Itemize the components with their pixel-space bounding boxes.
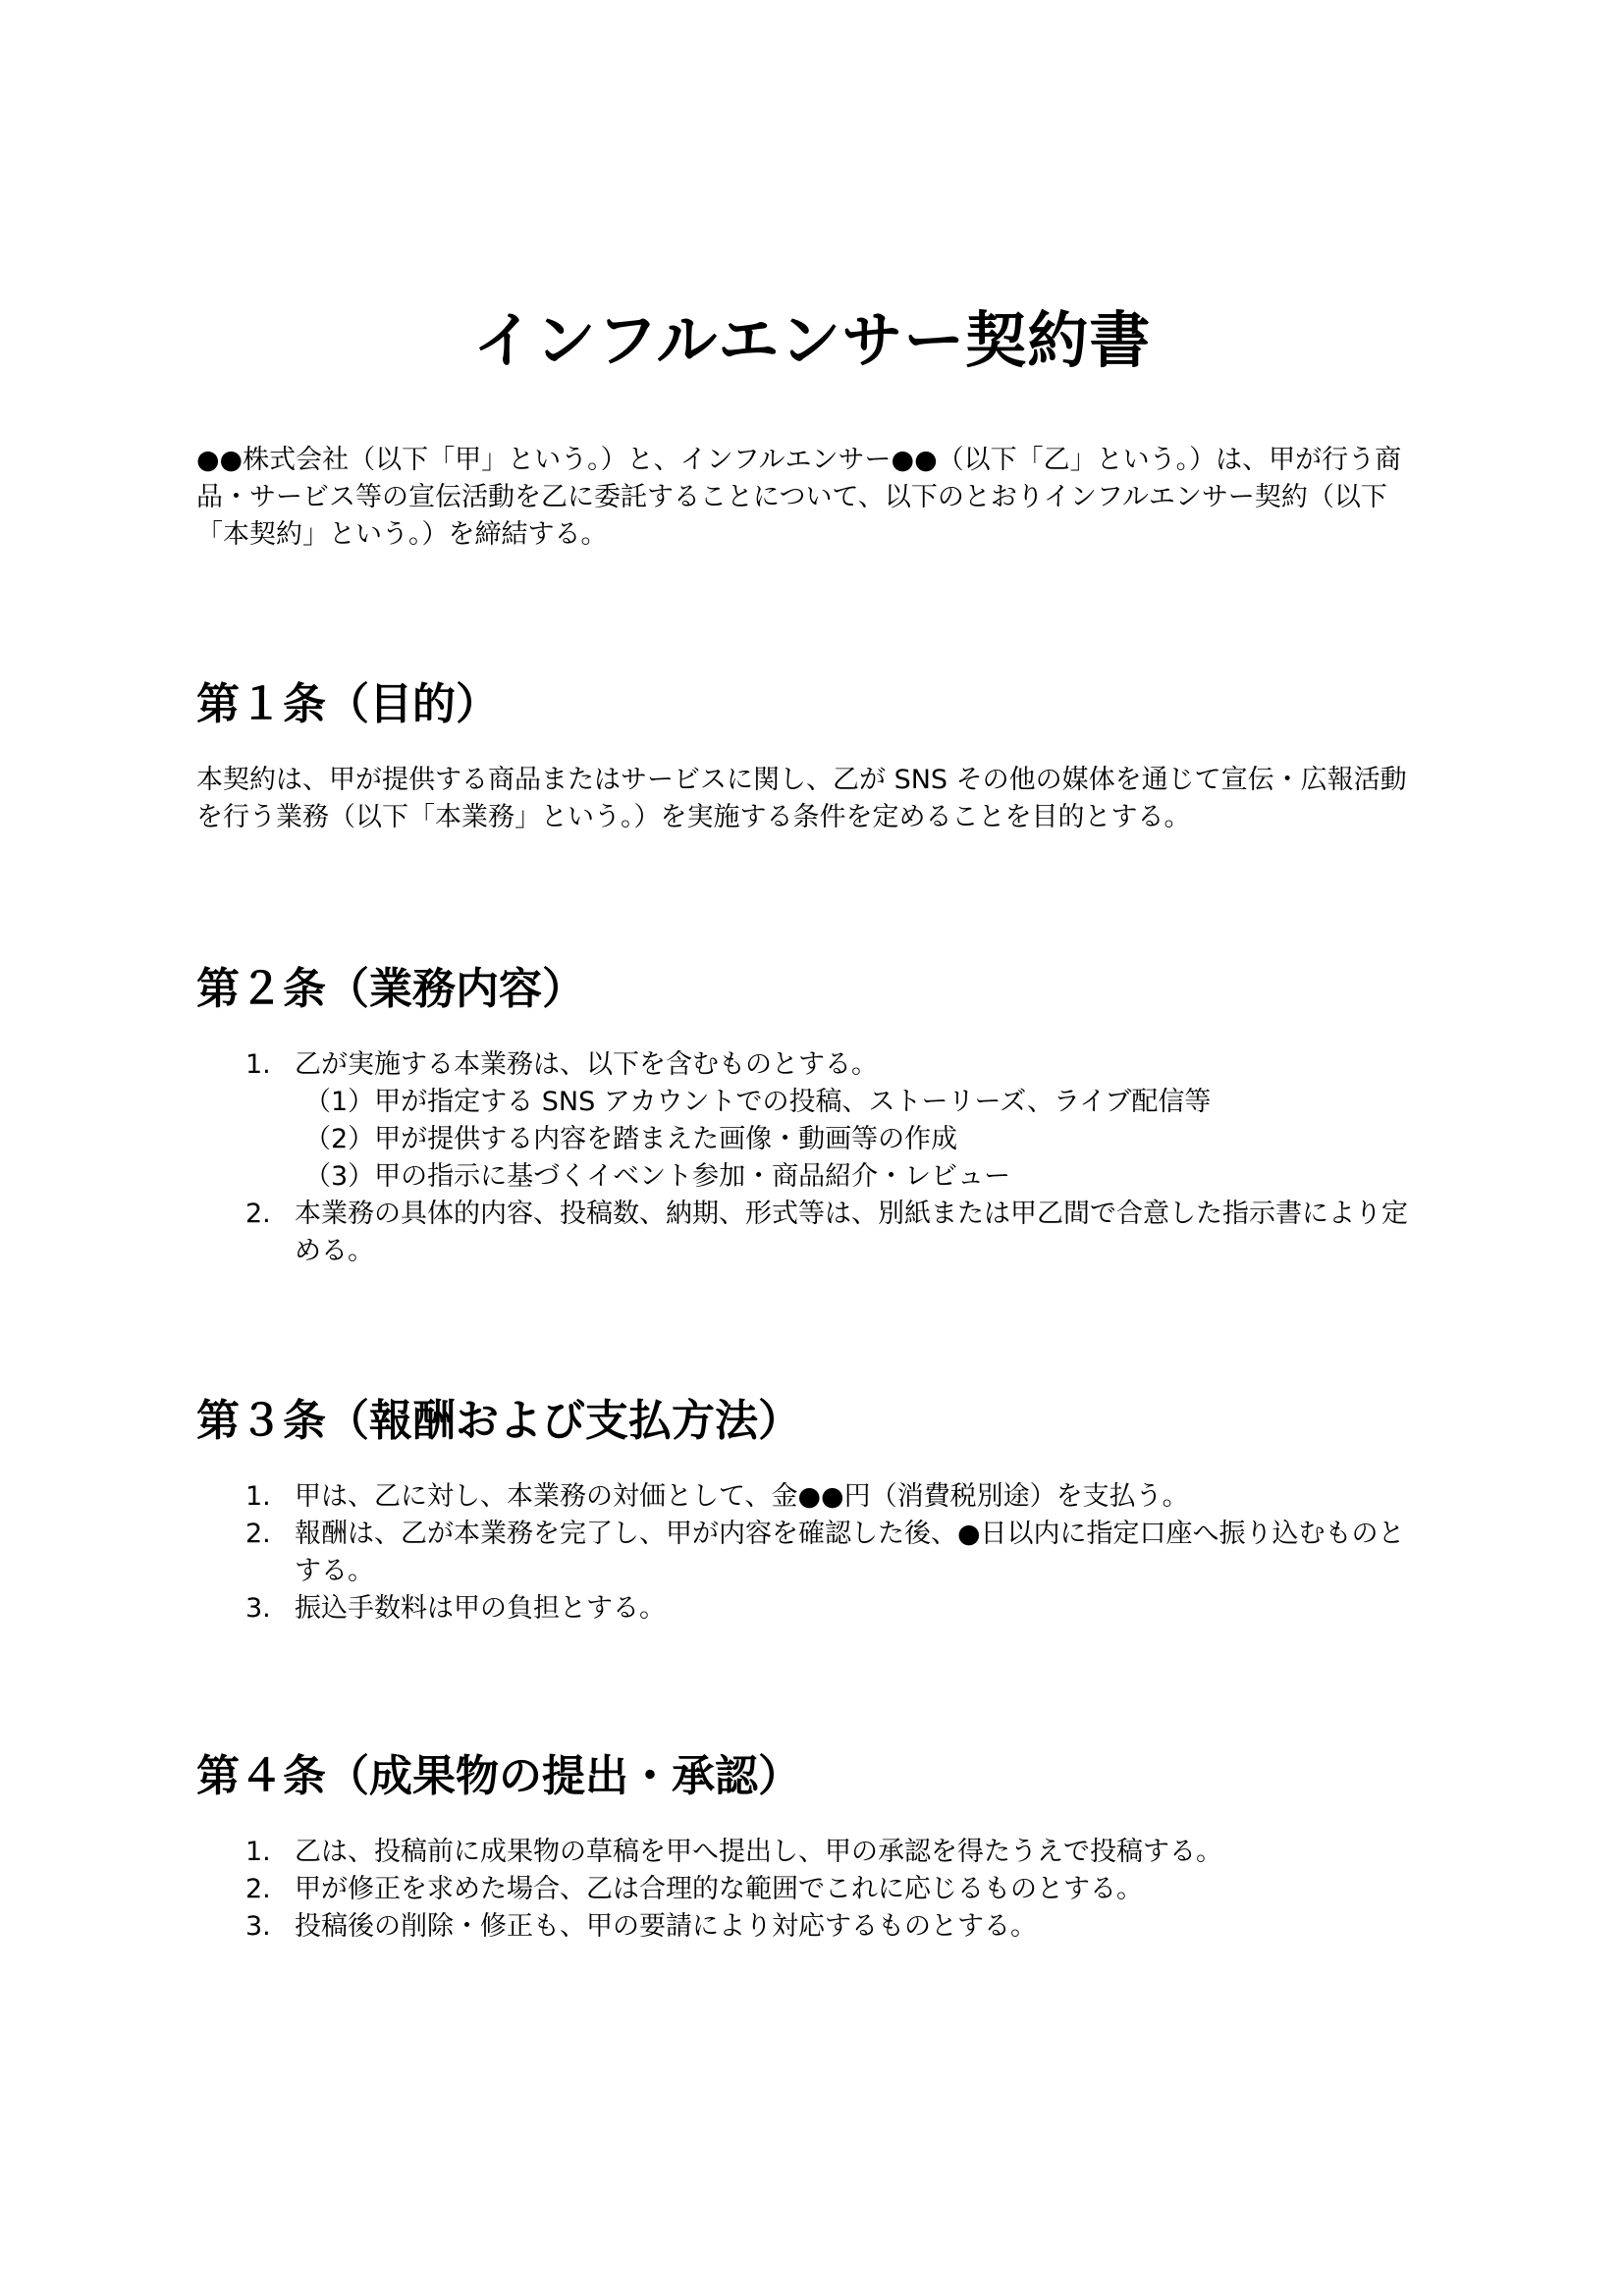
list-item-number: 2. [245, 1874, 271, 1904]
list-item-text: 投稿後の削除・修正も、甲の要請により対応するものとする。 [295, 1911, 1037, 1942]
list-item-text: 報酬は、乙が本業務を完了し、甲が内容を確認した後、●日以内に指定口座へ振り込むものとする。 [295, 1519, 1405, 1586]
list-item [196, 1908, 1424, 1946]
list-item-text: 振込手数料は甲の負担とする。 [295, 1593, 666, 1624]
list-item-number: 1. [245, 1837, 271, 1867]
article-heading: 第４条（成果物の提出・承認） [196, 1751, 801, 1801]
list-item-number: 3. [245, 1593, 271, 1624]
sub-list [196, 1084, 1424, 1196]
sub-list-item: （3）甲の指示に基づくイベント参加・商品紹介・レビュー [304, 1161, 1011, 1192]
article-heading: 第１条（目的） [196, 679, 499, 729]
article-body: 本契約は、甲が提供する商品またはサービスに関し、乙が SNS その他の媒体を通じて宣伝・広報活動を行う業務（以下「本業務」という。）を実施する条件を定めることを目的とする。 [196, 765, 1407, 832]
list-item-text: 乙は、投稿前に成果物の草稿を甲へ提出し、甲の承認を得たうえで投稿する。 [295, 1837, 1222, 1867]
list-item [196, 1478, 1424, 1516]
list-item [196, 1196, 1424, 1270]
article-2 [196, 960, 1424, 1270]
list-item-number: 1. [245, 1481, 271, 1512]
list-item-text: 甲が修正を求めた場合、乙は合理的な範囲でこれに応じるものとする。 [295, 1874, 1143, 1904]
list-item [196, 1516, 1424, 1590]
list-item-number: 3. [245, 1911, 271, 1942]
list-item-text: 甲は、乙に対し、本業務の対価として、金●●円（消費税別途）を支払う。 [295, 1481, 1189, 1512]
list-item [196, 1046, 1424, 1084]
list-item [196, 1834, 1424, 1871]
article-list [196, 1834, 1424, 1946]
list-item-text: 本業務の具体的内容、投稿数、納期、形式等は、別紙または甲乙間で合意した指示書により定める。 [295, 1199, 1408, 1266]
document-title: インフルエンサー契約書 [472, 303, 1152, 376]
sub-list-item: （1）甲が指定する SNS アカウントでの投稿、ストーリーズ、ライブ配信等 [304, 1087, 1212, 1117]
article-1 [196, 675, 1424, 836]
article-list [196, 1046, 1424, 1270]
list-item-number: 2. [245, 1519, 271, 1549]
sub-list-item: （2）甲が提供する内容を踏まえた画像・動画等の作成 [304, 1124, 958, 1154]
list-item-number: 2. [245, 1199, 271, 1229]
article-heading: 第２条（業務内容） [196, 964, 585, 1014]
list-item [196, 1871, 1424, 1908]
preamble-paragraph: ●●株式会社（以下「甲」という。）と、インフルエンサー●●（以下「乙」という。）は、甲が行う商品・サービス等の宣伝活動を乙に委託することについて、以下のとおりインフルエンサー契約（以下「本契約」という。）を締結する。 [196, 445, 1402, 550]
list-item-number: 1. [245, 1049, 271, 1080]
article-heading: 第３条（報酬および支払方法） [196, 1396, 801, 1446]
article-4 [196, 1747, 1424, 1946]
list-item-text: 乙が実施する本業務は、以下を含むものとする。 [295, 1049, 878, 1080]
article-3 [196, 1392, 1424, 1628]
list-item [196, 1590, 1424, 1628]
article-list [196, 1478, 1424, 1628]
